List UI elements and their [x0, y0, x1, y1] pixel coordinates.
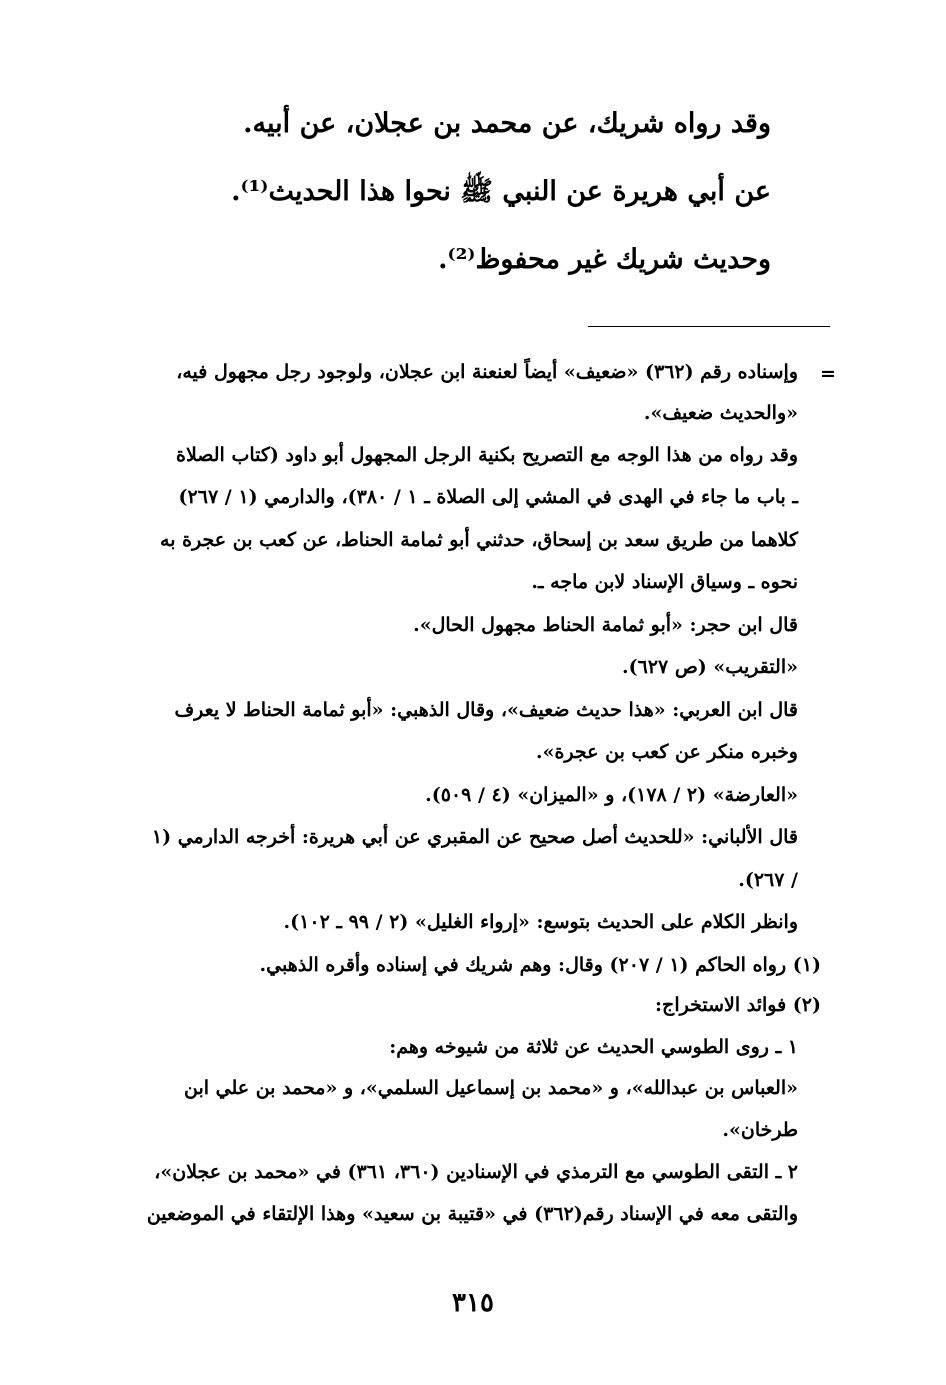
- page-number: ٣١٥: [452, 1288, 494, 1318]
- main-line-3: وحديث شريك غير محفوظ⁽²⁾.: [438, 244, 771, 275]
- footnote-line: والتقى معه في الإسناد رقم(٣٦٢) في «قتيبة بن سعيد» وهذا الإلتقاء في الموضعين: [146, 1203, 798, 1225]
- footnote-line: «العباس بن عبدالله»، و «محمد بن إسماعيل السلمي»، و «محمد بن علي ابن: [183, 1077, 798, 1099]
- footnote-1: (١) رواه الحاكم (١ / ٢٠٧) وقال: وهم شريك في إسناده وأقره الذهبي.: [259, 954, 821, 976]
- footnote-2-heading: (٢) فوائد الاستخراج:: [655, 994, 821, 1016]
- footnote-line: «العارضة» (٢ / ١٧٨)، و «الميزان» (٤ / ٥٠٩).: [425, 784, 798, 806]
- footnote-line: وإسناده رقم (٣٦٢) «ضعيف» أيضاً لعنعنة ابن عجلان، ولوجود رجل مجهول فيه،: [176, 361, 798, 383]
- main-line-1: وقد رواه شريك، عن محمد بن عجلان، عن أبيه.: [243, 108, 771, 139]
- footnote-line: «والحديث ضعيف».: [643, 402, 798, 424]
- main-line-2: عن أبي هريرة عن النبي ﷺ نحوا هذا الحديث⁽¹⁾.: [231, 176, 771, 207]
- footnote-line: قال ابن العربي: «هذا حديث ضعيف»، وقال الذهبي: «أبو ثمامة الحناط لا يعرف: [174, 699, 798, 721]
- footnote-line: قال الألباني: «للحديث أصل صحيح عن المقبري عن أبي هريرة: أخرجه الدارمي (١: [151, 826, 798, 848]
- footnote-line: وخبره منكر عن كعب بن عجرة».: [535, 741, 798, 763]
- footnote-line: ١ ـ روى الطوسي الحديث عن ثلاثة من شيوخه وهم:: [389, 1036, 798, 1058]
- footnote-line: ٢ ـ التقى الطوسي مع الترمذي في الإسنادين (٣٦٠، ٣٦١) في «محمد بن عجلان»،: [154, 1161, 798, 1183]
- footnote-line: / ٢٦٧).: [738, 869, 798, 891]
- footnote-line: وقد رواه من هذا الوجه مع التصريح بكنية الرجل المجهول أبو داود (كتاب الصلاة: [176, 444, 798, 466]
- footnote-line: نحوه ـ وسياق الإسناد لابن ماجه ـ.: [531, 571, 798, 593]
- footnote-line: طرخان».: [722, 1119, 798, 1141]
- footnote-line: وانظر الكلام على الحديث بتوسع: «إرواء الغليل» (٢ / ٩٩ ـ ١٠٢).: [283, 911, 798, 933]
- footnote-line: كلاهما من طريق سعد بن إسحاق، حدثني أبو ثمامة الحناط، عن كعب بن عجرة به: [160, 529, 798, 551]
- footnote-line: «التقريب» (ص ٦٢٧).: [621, 656, 798, 678]
- footnote-line: ـ باب ما جاء في الهدى في المشي إلى الصلاة ـ ١ / ٣٨٠)، والدارمي (١ / ٢٦٧): [178, 486, 798, 508]
- footnote-separator-rule: [588, 326, 830, 327]
- continuation-marker: =: [820, 363, 836, 385]
- footnote-line: قال ابن حجر: «أبو ثمامة الحناط مجهول الحال».: [413, 614, 798, 636]
